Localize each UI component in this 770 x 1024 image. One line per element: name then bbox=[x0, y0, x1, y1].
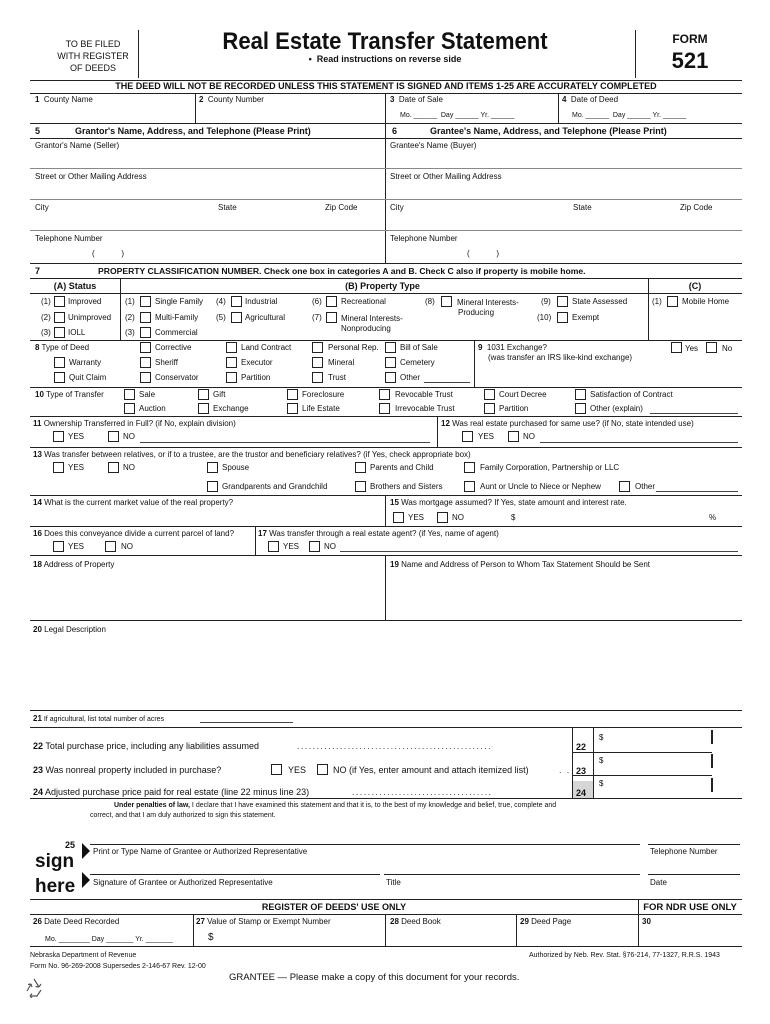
item-10-label: 10 Type of Transfer bbox=[35, 390, 104, 399]
line-24-number: 24 bbox=[576, 788, 587, 798]
item-6-heading: 6 bbox=[392, 126, 398, 136]
deed-trust-label: Trust bbox=[328, 373, 346, 382]
type-9-number: (9) bbox=[541, 297, 551, 306]
type-7-number: (7) bbox=[312, 313, 322, 322]
mineral-producing-checkbox[interactable] bbox=[441, 296, 452, 307]
grantee-telephone-field[interactable]: Telephone Number bbox=[390, 234, 458, 243]
exempt-label: Exempt bbox=[572, 313, 600, 322]
transfer-satisfaction-label: Satisfaction of Contract bbox=[590, 390, 673, 399]
status-ioll-label: IOLL bbox=[68, 328, 86, 337]
item-17-label: 17 Was transfer through a real estate agent? (if Yes, name of agent) bbox=[258, 529, 499, 538]
status-improved-checkbox[interactable] bbox=[54, 296, 65, 307]
item-9-label: 9 1031 Exchange? bbox=[478, 343, 547, 352]
department-name: Nebraska Department of Revenue bbox=[30, 952, 137, 959]
transfer-lifeestate-checkbox[interactable] bbox=[287, 403, 298, 414]
deed-mineral-checkbox[interactable] bbox=[312, 357, 323, 368]
same-use-yes-label: YES bbox=[478, 432, 495, 441]
deed-other-checkbox[interactable] bbox=[385, 372, 396, 383]
agent-yes-checkbox[interactable] bbox=[268, 541, 279, 552]
signature-field[interactable]: Signature of Grantee or Authorized Representative bbox=[93, 878, 273, 887]
transfer-gift-label: Gift bbox=[213, 390, 226, 399]
industrial-checkbox[interactable] bbox=[231, 296, 242, 307]
mobile-1-number: (1) bbox=[652, 297, 662, 306]
mineral-nonproducing-checkbox[interactable] bbox=[326, 312, 337, 323]
item-19-label[interactable]: 19 Name and Address of Person to Whom Tax Statement Should be Sent bbox=[390, 560, 651, 569]
type-3-number: (3) bbox=[125, 328, 135, 337]
exchange-no-checkbox[interactable] bbox=[706, 342, 717, 353]
transfer-sale-checkbox[interactable] bbox=[124, 389, 135, 400]
status-ioll-checkbox[interactable] bbox=[54, 327, 65, 338]
status-1-number: (1) bbox=[41, 297, 51, 306]
deed-cemetery-label: Cemetery bbox=[400, 358, 435, 367]
deed-warranty-checkbox[interactable] bbox=[54, 357, 65, 368]
print-name-field[interactable]: Print or Type Name of Grantee or Authorized Representative bbox=[93, 847, 308, 856]
relatives-family-checkbox[interactable] bbox=[464, 462, 475, 473]
grantee-phone-parens: ( ) bbox=[467, 249, 500, 258]
mineral-producing-label: Mineral Interests- Producing bbox=[457, 298, 519, 317]
relatives-yes-checkbox[interactable] bbox=[53, 462, 64, 473]
exempt-checkbox[interactable] bbox=[557, 312, 568, 323]
type-1-number: (1) bbox=[125, 297, 135, 306]
date-of-deed-fields[interactable]: Mo. ______ Day ______ Yr. ______ bbox=[572, 112, 687, 119]
ownership-no-label: NO bbox=[123, 432, 135, 441]
line-24-dollar: $ bbox=[599, 779, 604, 788]
deed-corrective-checkbox[interactable] bbox=[140, 342, 151, 353]
item-16-label: 16 Does this conveyance divide a current parcel of land? bbox=[33, 529, 235, 538]
grantor-phone-parens: ( ) bbox=[92, 249, 125, 258]
item-18-label[interactable]: 18 Address of Property bbox=[33, 560, 115, 569]
item-8-label: 8 Type of Deed bbox=[35, 343, 90, 352]
status-3-number: (3) bbox=[41, 328, 51, 337]
relatives-no-label: NO bbox=[123, 463, 135, 472]
grantor-zip-field[interactable]: Zip Code bbox=[325, 203, 358, 212]
transfer-sale-label: Sale bbox=[139, 390, 156, 399]
status-unimproved-checkbox[interactable] bbox=[54, 312, 65, 323]
grantee-copy-note: GRANTEE — Please make a copy of this document for your records. bbox=[229, 972, 520, 983]
grantor-telephone-field[interactable]: Telephone Number bbox=[35, 234, 103, 243]
divide-no-checkbox[interactable] bbox=[105, 541, 116, 552]
sign-word: sign bbox=[35, 851, 75, 872]
mobile-home-label: Mobile Home bbox=[682, 297, 730, 306]
item-14-label: 14 What is the current market value of the real property? bbox=[33, 498, 234, 507]
transfer-irrevocable-label: Irrevocable Trust bbox=[395, 404, 455, 413]
transfer-foreclosure-label: Foreclosure bbox=[302, 390, 345, 399]
stamp-dollar: $ bbox=[208, 932, 214, 943]
mineral-nonproducing-label: Mineral Interests- Nonproducing bbox=[341, 314, 403, 333]
status-2-number: (2) bbox=[41, 313, 51, 322]
type-10-number: (10) bbox=[537, 313, 552, 322]
item-23-label: 23 Was nonreal property included in purchase? bbox=[33, 765, 222, 775]
agricultural-checkbox[interactable] bbox=[231, 312, 242, 323]
grantor-name-field[interactable]: Grantor's Name (Seller) bbox=[35, 141, 120, 150]
mortgage-percent: % bbox=[709, 513, 717, 522]
item-11-label: 11 Ownership Transferred in Full? (if No, explain division) bbox=[33, 419, 236, 428]
deed-trust-checkbox[interactable] bbox=[312, 372, 323, 383]
filed-line-2: WITH REGISTER bbox=[57, 51, 129, 61]
line-22-dollar: $ bbox=[599, 733, 604, 742]
filed-line-3: OF DEEDS bbox=[69, 63, 116, 73]
transfer-auction-label: Auction bbox=[139, 404, 166, 413]
mortgage-no-label: NO bbox=[452, 513, 464, 522]
transfer-revocable-label: Revocable Trust bbox=[395, 390, 453, 399]
grantee-street-field[interactable]: Street or Other Mailing Address bbox=[390, 172, 502, 181]
line-23-number: 23 bbox=[576, 766, 587, 776]
relatives-spouse-checkbox[interactable] bbox=[207, 462, 218, 473]
industrial-label: Industrial bbox=[245, 297, 278, 306]
relatives-no-checkbox[interactable] bbox=[108, 462, 119, 473]
item-7-number: 7 bbox=[35, 266, 41, 276]
single-family-label: Single Family bbox=[155, 297, 204, 306]
date-of-sale-fields[interactable]: Mo. ______ Day ______ Yr. ______ bbox=[400, 112, 515, 119]
relatives-family-label: Family Corporation, Partnership or LLC bbox=[480, 463, 620, 472]
grantor-state-field[interactable]: State bbox=[218, 203, 237, 212]
agent-no-label: NO bbox=[324, 542, 336, 551]
transfer-courtdecree-label: Court Decree bbox=[499, 390, 547, 399]
item-29-label: 29 Deed Page bbox=[520, 917, 572, 926]
multi-family-label: Multi-Family bbox=[155, 313, 199, 322]
deed-warranty-label: Warranty bbox=[69, 358, 102, 367]
deed-executor-checkbox[interactable] bbox=[226, 357, 237, 368]
nonreal-yes-label: YES bbox=[288, 765, 307, 775]
divide-yes-checkbox[interactable] bbox=[53, 541, 64, 552]
relatives-siblings-label: Brothers and Sisters bbox=[370, 482, 443, 491]
filed-note bbox=[48, 38, 138, 74]
telephone-field[interactable]: Telephone Number bbox=[650, 847, 718, 856]
deed-quitclaim-label: Quit Claim bbox=[69, 373, 107, 382]
exchange-yes-label: Yes bbox=[685, 344, 699, 353]
state-assessed-checkbox[interactable] bbox=[557, 296, 568, 307]
deed-billofsale-checkbox[interactable] bbox=[385, 342, 396, 353]
deed-conservator-label: Conservator bbox=[155, 373, 199, 382]
type-8-number: (8) bbox=[425, 297, 435, 306]
item-25-number: 25 bbox=[65, 840, 76, 850]
ownership-yes-checkbox[interactable] bbox=[53, 431, 64, 442]
transfer-foreclosure-checkbox[interactable] bbox=[287, 389, 298, 400]
status-column-heading: (A) Status bbox=[53, 281, 97, 291]
mobile-column-heading: (C) bbox=[688, 281, 702, 291]
ownership-yes-label: YES bbox=[68, 432, 85, 441]
relatives-other-checkbox[interactable] bbox=[619, 481, 630, 492]
deed-quitclaim-checkbox[interactable] bbox=[54, 372, 65, 383]
transfer-exchange-label: Exchange bbox=[213, 404, 249, 413]
exchange-yes-checkbox[interactable] bbox=[671, 342, 682, 353]
transfer-satisfaction-checkbox[interactable] bbox=[575, 389, 586, 400]
transfer-lifeestate-label: Life Estate bbox=[302, 404, 340, 413]
grantee-name-field[interactable]: Grantee's Name (Buyer) bbox=[390, 141, 477, 150]
deed-personalrep-checkbox[interactable] bbox=[312, 342, 323, 353]
relatives-yes-label: YES bbox=[68, 463, 85, 472]
state-assessed-label: State Assessed bbox=[572, 297, 628, 306]
same-use-yes-checkbox[interactable] bbox=[462, 431, 473, 442]
grantor-street-field[interactable]: Street or Other Mailing Address bbox=[35, 172, 147, 181]
grantee-city-field[interactable]: City bbox=[390, 203, 404, 212]
deed-billofsale-label: Bill of Sale bbox=[400, 343, 438, 352]
ndr-header: FOR NDR USE ONLY bbox=[643, 902, 737, 913]
deed-landcontract-label: Land Contract bbox=[241, 343, 292, 352]
relatives-siblings-checkbox[interactable] bbox=[355, 481, 366, 492]
item-26-label: 26 Date Deed Recorded bbox=[33, 917, 120, 926]
deed-conservator-checkbox[interactable] bbox=[140, 372, 151, 383]
nonreal-no-label: NO (if Yes, enter amount and attach itemized list) bbox=[333, 765, 529, 775]
item-13-label: 13 Was transfer between relatives, or if to a trustee, are the trustor and beneficiary relatives? (if Yes, check appropriate box) bbox=[33, 450, 471, 459]
transfer-other-checkbox[interactable] bbox=[575, 403, 586, 414]
transfer-partition-checkbox[interactable] bbox=[484, 403, 495, 414]
commercial-checkbox[interactable] bbox=[140, 327, 151, 338]
grantee-state-field[interactable]: State bbox=[573, 203, 592, 212]
transfer-irrevocable-checkbox[interactable] bbox=[379, 403, 390, 414]
mobile-home-checkbox[interactable] bbox=[667, 296, 678, 307]
status-unimproved-label: Unimproved bbox=[68, 313, 112, 322]
deed-partition-checkbox[interactable] bbox=[226, 372, 237, 383]
transfer-courtdecree-checkbox[interactable] bbox=[484, 389, 495, 400]
here-word: here bbox=[35, 876, 76, 897]
item-15-label: 15 Was mortgage assumed? If Yes, state amount and interest rate. bbox=[390, 498, 627, 507]
register-header: REGISTER OF DEEDS' USE ONLY bbox=[261, 902, 407, 912]
penalty-statement: Under penalties of law, I declare that I have examined this statement and that it is, to the best of my knowledge and belief, true, complete and correct, and that I am duly authorized to sign this statement. bbox=[90, 802, 557, 819]
relatives-grand-checkbox[interactable] bbox=[207, 481, 218, 492]
title-field[interactable]: Title bbox=[386, 878, 401, 887]
relatives-spouse-label: Spouse bbox=[222, 463, 250, 472]
same-use-no-label: NO bbox=[523, 432, 535, 441]
filed-line-1: TO BE FILED bbox=[65, 39, 121, 49]
item-30-number: 30 bbox=[642, 917, 651, 926]
mortgage-yes-checkbox[interactable] bbox=[393, 512, 404, 523]
item-22-label: 22 Total purchase price, including any liabilities assumed bbox=[33, 741, 259, 751]
item-23-leader: . . bbox=[559, 765, 571, 775]
deed-cemetery-checkbox[interactable] bbox=[385, 357, 396, 368]
authorization-note: Authorized by Neb. Rev. Stat. §76-214, 77-1327, R.R.S. 1943 bbox=[529, 952, 720, 959]
transfer-auction-checkbox[interactable] bbox=[124, 403, 135, 414]
item-28-label: 28 Deed Book bbox=[390, 917, 441, 926]
notice-banner: THE DEED WILL NOT BE RECORDED UNLESS THIS STATEMENT IS SIGNED AND ITEMS 1-25 ARE ACCURATELY COMPLETED bbox=[115, 81, 657, 91]
type-6-number: (6) bbox=[312, 297, 322, 306]
item-2-label: 2 County Number bbox=[199, 95, 264, 104]
pointer-arrow-icon bbox=[82, 872, 90, 888]
relatives-parentchild-checkbox[interactable] bbox=[355, 462, 366, 473]
line-23-dollar: $ bbox=[599, 756, 604, 765]
relatives-aunt-checkbox[interactable] bbox=[464, 481, 475, 492]
deed-mineral-label: Mineral bbox=[328, 358, 355, 367]
item-5-heading: 5 bbox=[35, 126, 41, 136]
relatives-other-label: Other bbox=[635, 482, 656, 491]
transfer-exchange-checkbox[interactable] bbox=[198, 403, 209, 414]
deed-sheriff-checkbox[interactable] bbox=[140, 357, 151, 368]
item-22-leader: .................................................. bbox=[297, 741, 493, 751]
deed-other-label: Other bbox=[400, 373, 421, 382]
agricultural-label: Agricultural bbox=[245, 313, 286, 322]
item-6-title: Grantee's Name, Address, and Telephone (Please Print) bbox=[430, 126, 667, 136]
deed-partition-label: Partition bbox=[241, 373, 271, 382]
transfer-revocable-checkbox[interactable] bbox=[379, 389, 390, 400]
deed-executor-label: Executor bbox=[241, 358, 273, 367]
item-12-label: 12 Was real estate purchased for same use? (if No, state intended use) bbox=[441, 419, 694, 428]
form-number-note: Form No. 96-269-2008 Supersedes 2-146-67 Rev. 12-00 bbox=[30, 963, 206, 970]
item-1-label: 1 County Name bbox=[35, 95, 93, 104]
recreational-checkbox[interactable] bbox=[326, 296, 337, 307]
item-20-label[interactable]: 20 Legal Description bbox=[33, 625, 106, 634]
item-27-label: 27 Value of Stamp or Exempt Number bbox=[196, 917, 331, 926]
commercial-label: Commercial bbox=[155, 328, 198, 337]
item-4-label: 4 Date of Deed bbox=[562, 95, 619, 104]
mortgage-dollar: $ bbox=[511, 513, 516, 522]
divide-no-label: NO bbox=[121, 542, 133, 551]
ownership-no-checkbox[interactable] bbox=[108, 431, 119, 442]
agent-yes-label: YES bbox=[283, 542, 300, 551]
transfer-gift-checkbox[interactable] bbox=[198, 389, 209, 400]
item-5-title: Grantor's Name, Address, and Telephone (Please Print) bbox=[75, 126, 311, 136]
status-improved-label: Improved bbox=[68, 297, 102, 306]
transfer-other-label: Other (explain) bbox=[590, 404, 643, 413]
relatives-grand-label: Grandparents and Grandchild bbox=[222, 482, 328, 491]
deed-sheriff-label: Sheriff bbox=[155, 358, 178, 367]
type-4-number: (4) bbox=[216, 297, 226, 306]
same-use-no-checkbox[interactable] bbox=[508, 431, 519, 442]
item-21-label[interactable]: 21 If agricultural, list total number of acres bbox=[33, 714, 165, 723]
recorded-date-fields[interactable]: Mo. ________ Day _______ Yr. _______ bbox=[45, 936, 173, 943]
property-type-heading: (B) Property Type bbox=[345, 281, 420, 291]
deed-corrective-label: Corrective bbox=[155, 343, 192, 352]
form-title: Real Estate Transfer Statement bbox=[222, 28, 548, 55]
relatives-aunt-label: Aunt or Uncle to Niece or Nephew bbox=[480, 482, 601, 491]
agent-no-checkbox[interactable] bbox=[309, 541, 320, 552]
item-7-title: PROPERTY CLASSIFICATION NUMBER. Check one box in categories A and B. Check C also if property is mobile home. bbox=[98, 266, 586, 276]
item-3-label: 3 Date of Sale bbox=[390, 95, 443, 104]
relatives-parentchild-label: Parents and Child bbox=[370, 463, 434, 472]
item-9-sub: (was transfer an IRS like-kind exchange) bbox=[488, 353, 633, 362]
form-number: 521 bbox=[671, 48, 709, 73]
deed-personalrep-label: Personal Rep. bbox=[328, 343, 379, 352]
divide-yes-label: YES bbox=[68, 542, 85, 551]
recreational-label: Recreational bbox=[341, 297, 386, 306]
grantor-city-field[interactable]: City bbox=[35, 203, 49, 212]
nonreal-yes-checkbox[interactable] bbox=[271, 764, 282, 775]
transfer-partition-label: Partition bbox=[499, 404, 529, 413]
type-2-number: (2) bbox=[125, 313, 135, 322]
multi-family-checkbox[interactable] bbox=[140, 312, 151, 323]
recycle-icon bbox=[22, 976, 46, 998]
type-5-number: (5) bbox=[216, 313, 226, 322]
form-label: FORM bbox=[672, 32, 708, 46]
mortgage-yes-label: YES bbox=[408, 513, 425, 522]
exchange-no-label: No bbox=[722, 344, 733, 353]
item-24-label: 24 Adjusted purchase price paid for real estate (line 22 minus line 23) bbox=[33, 787, 310, 797]
grantee-zip-field[interactable]: Zip Code bbox=[680, 203, 713, 212]
deed-landcontract-checkbox[interactable] bbox=[226, 342, 237, 353]
item-24-leader: .................................... bbox=[352, 787, 493, 797]
single-family-checkbox[interactable] bbox=[140, 296, 151, 307]
date-field[interactable]: Date bbox=[650, 878, 667, 887]
nonreal-no-checkbox[interactable] bbox=[317, 764, 328, 775]
line-22-number: 22 bbox=[576, 742, 587, 752]
mortgage-no-checkbox[interactable] bbox=[437, 512, 448, 523]
bullet-icon: • bbox=[308, 54, 317, 64]
instructions-note: • Read instructions on reverse side bbox=[308, 54, 462, 64]
pointer-arrow-icon bbox=[82, 843, 90, 859]
